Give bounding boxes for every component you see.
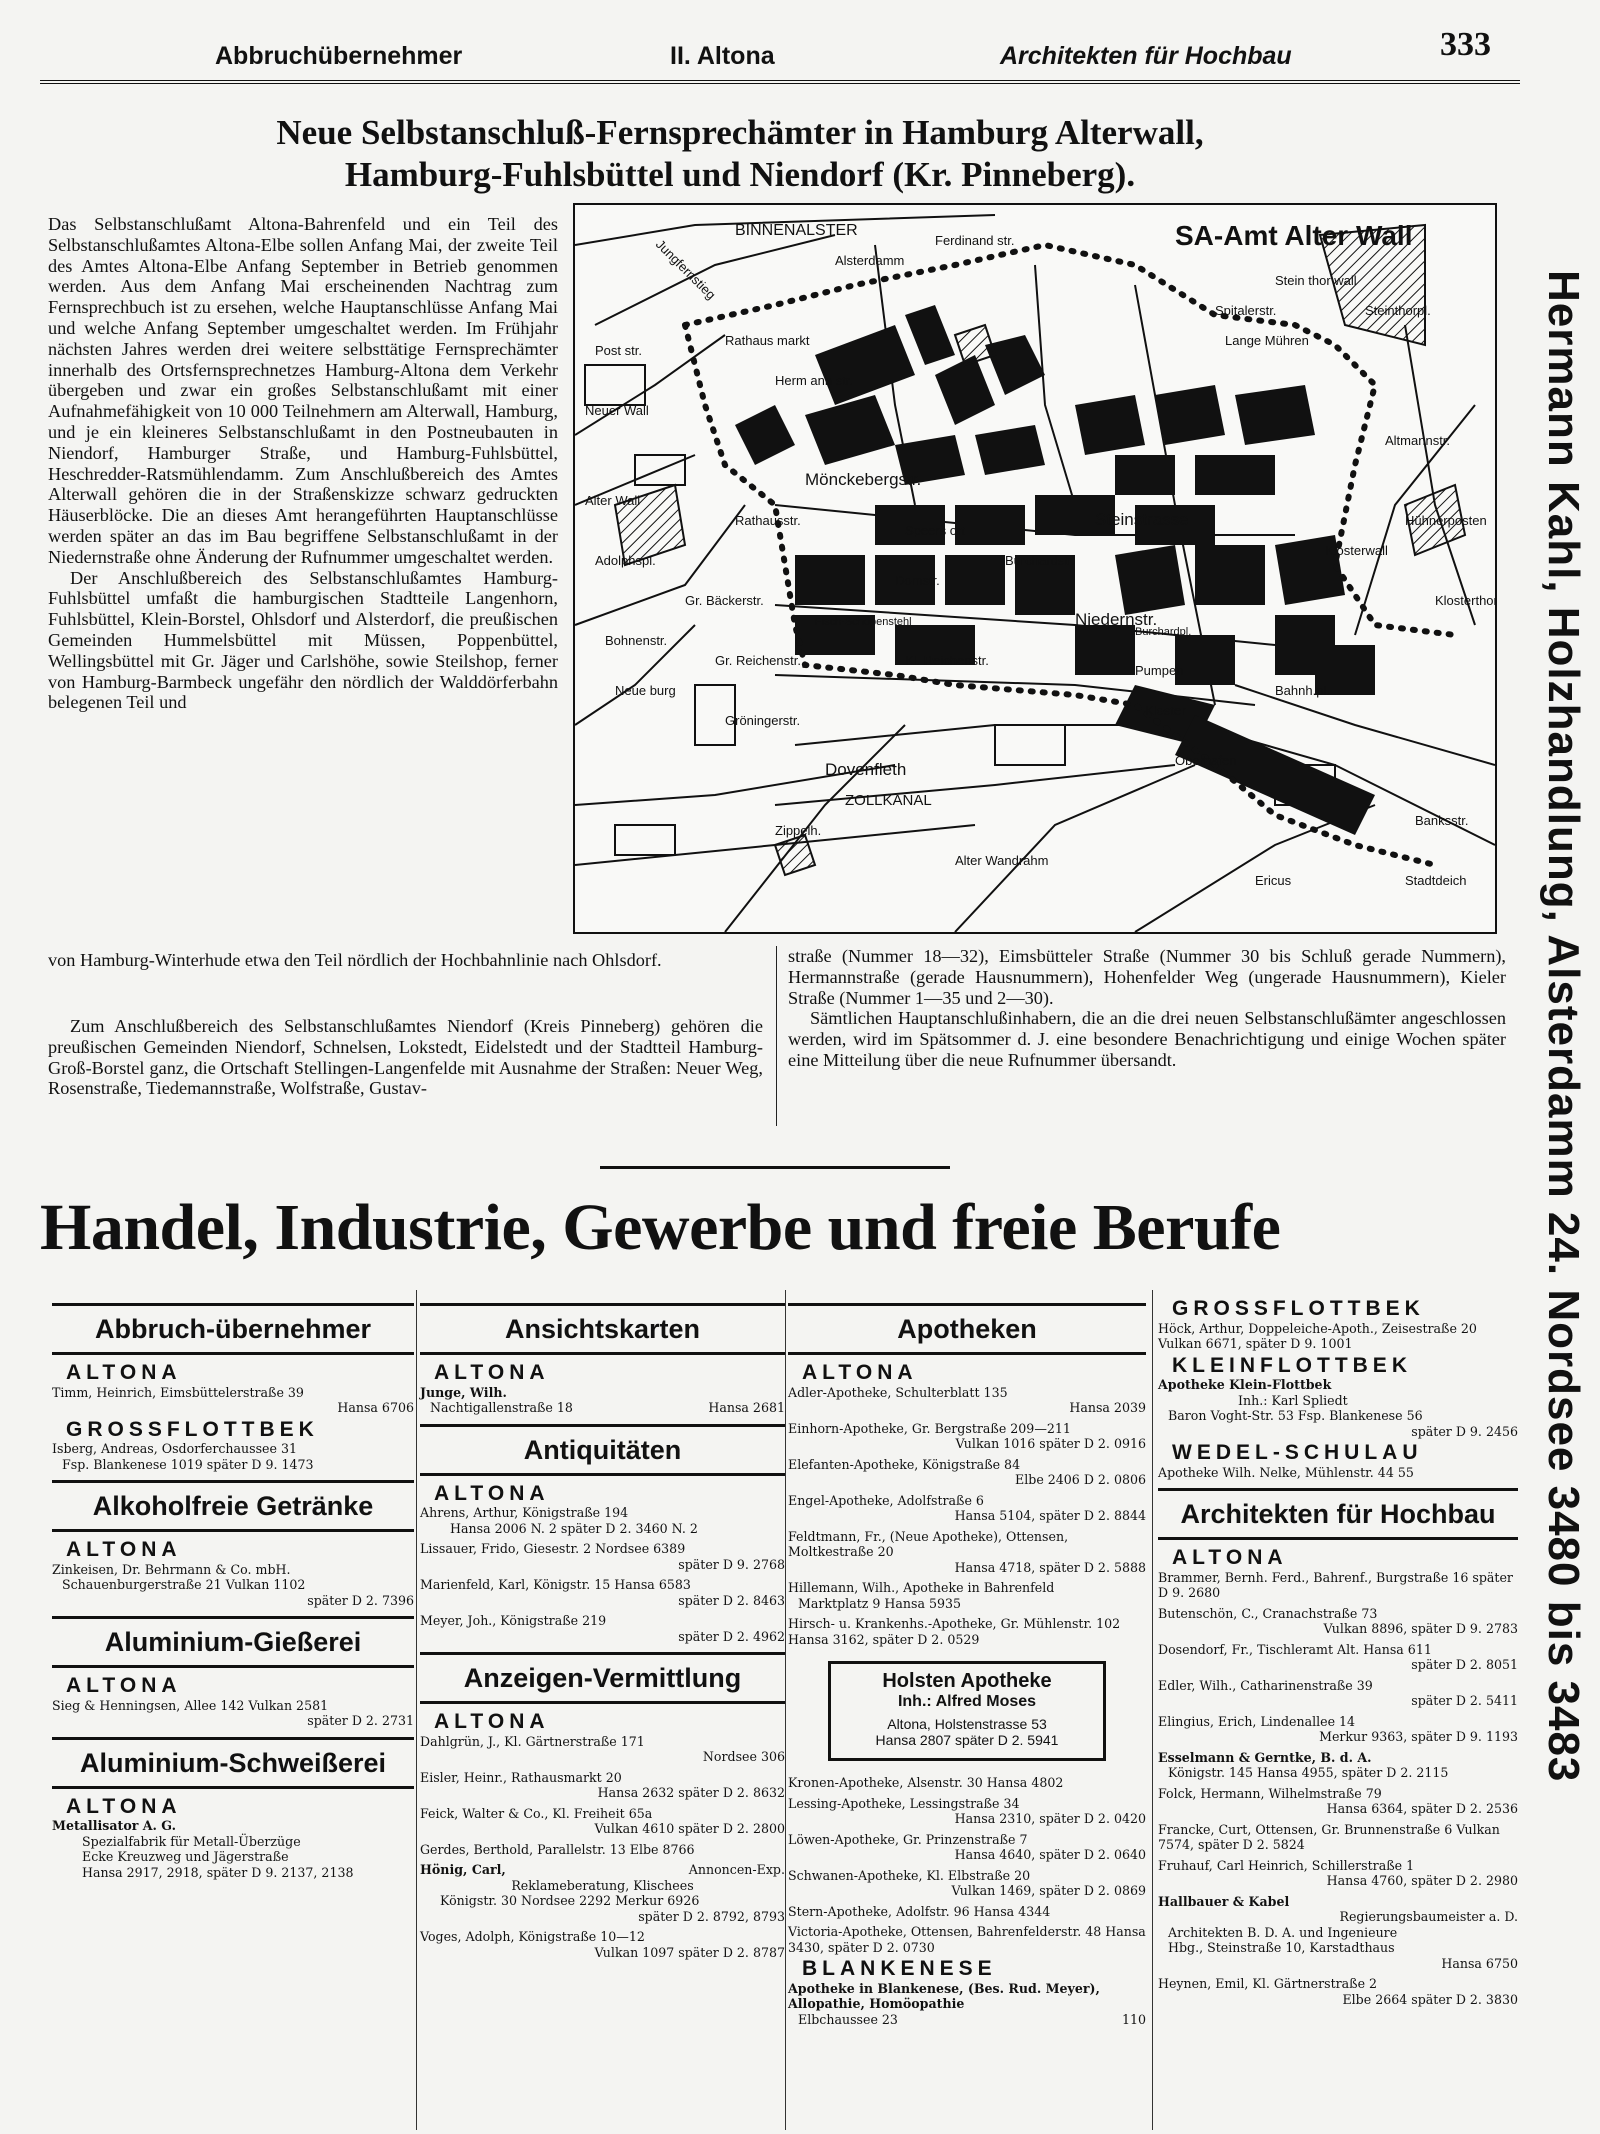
ad-owner: Inh.: Alfred Moses xyxy=(897,1692,1037,1710)
entry-line: Hansa 2006 N. 2 später D 2. 3460 N. 2 xyxy=(450,1520,698,1536)
category-heading: Architekten für Hochbau xyxy=(1158,1488,1518,1540)
entry-detail: Annoncen-Exp. xyxy=(688,1862,785,1877)
article-paragraph: Sämtlichen Hauptanschlußinhabern, die an die drei neuen Selbstanschlußämter angeschlossen werden, wird im Spätsommer d. J. eine besondere Benachrichtigung und einige Wochen später eine Mitteilung über die neue Rufnummer übersandt. xyxy=(788,1008,1506,1070)
header-center: II. Altona xyxy=(670,42,775,70)
article-paragraph: straße (Nummer 18—32), Eimsbütteler Straße (Nummer 30 bis Schluß gerade Nummern), Hermannstraße (gerade Hausnummern), Hohenfelder Weg (ungerade Hausnummern), Kieler Straße (Nummer 1—35 und 2—30). xyxy=(788,946,1506,1008)
directory-entry xyxy=(52,1698,414,1729)
directory-entry xyxy=(1158,1750,1518,1781)
entry-line: Victoria-Apotheke, Ottensen, Bahrenfelderstr. 48 Hansa 3430, später D 2. 0730 xyxy=(788,1924,1146,1955)
category-heading: Antiquitäten xyxy=(420,1424,785,1476)
map-label: Burchardpl. xyxy=(1135,626,1192,638)
entry-line xyxy=(420,1862,785,1878)
article-left-column xyxy=(48,214,558,713)
directory-entry xyxy=(1158,1321,1518,1352)
category-heading: Ansichtskarten xyxy=(420,1303,785,1355)
directory-column-3 xyxy=(788,1295,1146,2115)
entry-line xyxy=(788,2012,1146,2028)
directory-column-2 xyxy=(420,1295,785,2115)
directory-entry xyxy=(52,1441,414,1472)
entry-line: Fruhauf, Carl Heinrich, Schillerstraße 1 xyxy=(1158,1857,1415,1873)
entry-line: Kronen-Apotheke, Alsenstr. 30 Hansa 4802 xyxy=(788,1775,1064,1790)
map-label: Klosterwall xyxy=(1325,543,1388,558)
directory-entry xyxy=(788,1421,1146,1452)
article-paragraph: Der Anschlußbereich des Selbstanschlußamtes Hamburg-Fuhlsbüttel umfaßt die hamburgischen Stadtteile Langenhorn, Fuhlsbüttel, Klein-Borstel, Ohlsdorf und Alsterdorf, die preußischen Gemeinden Hummelsbüttel mit Müssen, Poppenbüttel, Wellingsbüttel mit Gr. Jäger und Carlshöhe, sowie Steilshop, ferner von Hamburg-Barmbeck ungefähr den nördlich der Walddörferbahn belegenen Teil und xyxy=(48,567,558,713)
entry-address: Nachtigallenstraße 18 xyxy=(430,1400,573,1415)
directory-entry xyxy=(420,1734,785,1765)
map-label: Mönckebergstr. xyxy=(805,470,922,489)
entry-line: Vulkan 1097 später D 2. 8787 xyxy=(594,1944,785,1960)
entry-line: Reklameberatung, Klischees xyxy=(511,1877,694,1893)
entry-phone: Hansa 2681 xyxy=(708,1400,785,1415)
map-label: Neuer Wall xyxy=(585,403,649,418)
city-heading: ALTONA xyxy=(434,1710,550,1733)
entry-line: Inh.: Karl Spliedt xyxy=(1238,1392,1348,1408)
street-map-svg xyxy=(575,205,1495,932)
map-label: Gr. Reichenstr. xyxy=(715,653,801,668)
map-label: Ericus xyxy=(1255,873,1292,888)
entry-line: Edler, Wilh., Catharinenstraße 39 xyxy=(1158,1677,1373,1693)
entry-line: Hillemann, Wilh., Apotheke in Bahrenfeld xyxy=(788,1580,1055,1595)
entry-line: später D 9. 2456 xyxy=(1411,1423,1518,1439)
column-divider xyxy=(416,1290,417,2130)
entry-line: Brammer, Bernh. Ferd., Bahrenf., Burgstraße 16 später D 9. 2680 xyxy=(1158,1569,1513,1600)
category-heading: Apotheken xyxy=(788,1303,1146,1355)
title-line-1: Neue Selbstanschluß-Fernsprechämter in Hamburg Alterwall, xyxy=(276,113,1204,152)
entry-line: Hansa 5104, später D 2. 8844 xyxy=(954,1508,1146,1523)
directory-entry xyxy=(788,1616,1146,1647)
entry-line: Höck, Arthur, Doppeleiche-Apoth., Zeisestraße 20 Vulkan 6671, später D 9. 1001 xyxy=(1158,1320,1477,1351)
directory-entry xyxy=(788,1981,1146,2028)
entry-name: Hönig, Carl, xyxy=(420,1862,506,1877)
map-label: Burchardstr. xyxy=(1005,553,1076,568)
map-label: Gr. Bäckerstr. xyxy=(685,593,764,608)
directory-entry xyxy=(420,1770,785,1801)
entry-line: Schauenburgerstraße 21 Vulkan 1102 xyxy=(62,1577,306,1592)
entry-line: Butenschön, C., Cranachstraße 73 xyxy=(1158,1605,1378,1621)
category-heading: Anzeigen-Vermittlung xyxy=(420,1652,785,1704)
entry-line: Ecke Kreuzweg und Jägerstraße xyxy=(82,1849,289,1864)
directory-entry xyxy=(1158,1976,1518,2007)
entry-line: Gerdes, Berthold, Parallelstr. 13 Elbe 8766 xyxy=(420,1841,695,1857)
entry-line: Apotheke in Blankenese, (Bes. Rud. Meyer), Allopathie, Homöopathie xyxy=(788,1980,1100,2011)
entry-line: Einhorn-Apotheke, Gr. Bergstraße 209—211 xyxy=(788,1420,1071,1436)
directory-entry xyxy=(788,1924,1146,1955)
city-heading: WEDEL-SCHULAU xyxy=(1172,1441,1423,1464)
entry-line: Esselmann & Gerntke, B. d. A. xyxy=(1158,1749,1372,1765)
directory-entry xyxy=(788,1457,1146,1488)
map-label: Lange Mühren xyxy=(1225,333,1309,348)
map-label: Kloster xyxy=(1145,703,1186,718)
entry-line: Zinkeisen, Dr. Behrmann & Co. mbH. xyxy=(52,1561,291,1577)
entry-line: Hansa 4718, später D 2. 5888 xyxy=(954,1559,1146,1575)
map-label: Stadtdeich xyxy=(1405,873,1467,888)
entry-line: Hansa 2917, 2918, später D 9. 2137, 2138 xyxy=(82,1864,354,1880)
entry-line: Elingius, Erich, Lindenallee 14 xyxy=(1158,1713,1356,1729)
entry-line: Dahlgrün, J., Kl. Gärtnerstraße 171 xyxy=(420,1733,645,1749)
map-label: Dovenfleth xyxy=(825,760,907,779)
map-label: Rathausstr. xyxy=(735,513,801,528)
directory-entry xyxy=(1158,1678,1518,1709)
directory-entry xyxy=(52,1818,414,1880)
column-divider xyxy=(776,946,777,1126)
map-label: Speers ort xyxy=(905,523,965,538)
entry-line: später D 2. 2731 xyxy=(307,1713,414,1728)
city-heading: BLANKENESE xyxy=(802,1957,997,1980)
entry-line: Merkur 9363, später D 9. 1193 xyxy=(1319,1729,1518,1744)
map-label: Alter Wandrahm xyxy=(955,853,1049,868)
city-heading: ALTONA xyxy=(802,1361,918,1384)
entry-line: Hansa 2310, später D 2. 0420 xyxy=(954,1811,1146,1826)
map-label: Herm ann str. xyxy=(775,373,854,388)
map-label: BINNENALSTER xyxy=(735,222,858,239)
map-label: Pumpen xyxy=(1135,663,1184,678)
entry-line: Hbg., Steinstraße 10, Karstadthaus xyxy=(1168,1940,1395,1955)
entry-line: Vulkan 8896, später D 9. 2783 xyxy=(1323,1621,1518,1636)
city-heading: ALTONA xyxy=(1172,1546,1288,1569)
entry-line xyxy=(420,1400,785,1416)
entry-line: Apotheke Wilh. Nelke, Mühlenstr. 44 55 xyxy=(1158,1464,1414,1480)
ad-phone: Hansa 2807 später D 2. 5941 xyxy=(875,1731,1059,1748)
directory-entry xyxy=(420,1577,785,1608)
map-label: Kl. Reichenstr. xyxy=(905,653,989,668)
entry-line: Sieg & Henningsen, Allee 142 Vulkan 2581 xyxy=(52,1697,329,1713)
entry-line: Vulkan 4610 später D 2. 2800 xyxy=(594,1821,785,1836)
entry-address: Elbchaussee 23 xyxy=(798,2011,898,2027)
entry-line: Marienfeld, Karl, Königstr. 15 Hansa 6583 xyxy=(420,1577,691,1592)
map-label: Alsterdamm xyxy=(835,253,905,268)
directory-entry xyxy=(420,1929,785,1960)
entry-line: Königstr. 145 Hansa 4955, später D 2. 2115 xyxy=(1168,1765,1449,1780)
street-map xyxy=(573,203,1497,934)
entry-line: Vulkan 1016 später D 2. 0916 xyxy=(955,1436,1146,1451)
entry-line: Feldtmann, Fr., (Neue Apotheke), Ottensen, Moltkestraße 20 xyxy=(788,1528,1069,1559)
header-right: Architekten für Hochbau xyxy=(1000,42,1292,70)
entry-line: Elbe 2664 später D 2. 3830 xyxy=(1342,1991,1518,2007)
article-title xyxy=(120,112,1360,196)
city-heading: ALTONA xyxy=(66,1538,182,1561)
category-heading: Alkoholfreie Getränke xyxy=(52,1480,414,1532)
entry-line: Hansa 2632 später D 2. 8632 xyxy=(597,1785,785,1800)
map-label: Adolphspl. xyxy=(595,553,656,568)
directory-entry xyxy=(1158,1822,1518,1853)
map-label: Spitalerstr. xyxy=(1215,303,1277,318)
map-label: Steinthorpl. xyxy=(1365,303,1431,318)
entry-line: Hansa 6706 xyxy=(337,1400,414,1415)
map-label: Ferdinand str. xyxy=(935,233,1015,248)
city-heading: ALTONA xyxy=(434,1361,550,1384)
directory-column-1 xyxy=(52,1295,414,2115)
entry-line: Voges, Adolph, Königstraße 10—12 xyxy=(420,1929,645,1944)
ad-title: Holsten Apotheke xyxy=(882,1670,1052,1692)
column-divider xyxy=(785,1290,786,2130)
entry-line: später D 2. 8051 xyxy=(1411,1657,1518,1672)
directory-entry xyxy=(788,1385,1146,1416)
city-heading: ALTONA xyxy=(66,1794,182,1818)
entry-line: Metallisator A. G. xyxy=(52,1818,177,1833)
page-number: 333 xyxy=(1440,26,1491,63)
directory-entry xyxy=(788,1868,1146,1899)
city-heading: ALTONA xyxy=(66,1674,182,1697)
section-title: Handel, Industrie, Gewerbe und freie Berufe xyxy=(40,1191,1281,1264)
entry-line: Adler-Apotheke, Schulterblatt 135 xyxy=(788,1384,1008,1400)
page-header xyxy=(40,22,1520,84)
directory-entry xyxy=(1158,1858,1518,1889)
directory-entry xyxy=(788,1529,1146,1576)
directory-entry xyxy=(1158,1714,1518,1745)
directory-entry xyxy=(788,1493,1146,1524)
map-label-sa-amt: SA-Amt Alter Wall xyxy=(1175,220,1413,251)
section-rule xyxy=(600,1166,950,1169)
map-label: Zippelh. xyxy=(775,823,822,838)
entry-line: Hansa 4640, später D 2. 0640 xyxy=(954,1847,1146,1862)
map-label: Gröningerstr. xyxy=(725,713,801,728)
map-label: Alter Wall xyxy=(585,493,641,508)
directory-entry xyxy=(788,1775,1146,1791)
entry-line: Feick, Walter & Co., Kl. Freiheit 65a xyxy=(420,1805,653,1821)
entry-line: Isberg, Andreas, Osdorferchaussee 31 xyxy=(52,1441,297,1456)
map-label: Banksstr. xyxy=(1415,813,1469,828)
directory-entry xyxy=(1158,1465,1518,1481)
entry-line: Folck, Hermann, Wilhelmstraße 79 xyxy=(1158,1785,1382,1801)
entry-line: Timm, Heinrich, Eimsbüttelerstraße 39 xyxy=(52,1384,304,1400)
map-label: Niedernstr. xyxy=(1075,610,1158,629)
entry-line: Elefanten-Apotheke, Königstraße 84 xyxy=(788,1456,1021,1472)
directory-entry xyxy=(788,1832,1146,1863)
map-label: Rathaus markt xyxy=(725,333,810,348)
article-full-width xyxy=(48,950,763,971)
directory-entry xyxy=(788,1580,1146,1611)
directory-entry xyxy=(1158,1606,1518,1637)
directory-column-4 xyxy=(1158,1295,1518,2115)
entry-line: Marktplatz 9 Hansa 5935 xyxy=(798,1595,962,1611)
entry-line: Schwanen-Apotheke, Kl. Elbstraße 20 xyxy=(788,1867,1031,1883)
entry-line: Hallbauer & Kabel xyxy=(1158,1893,1290,1909)
city-heading: ALTONA xyxy=(66,1361,182,1384)
entry-line: Apotheke Klein-Flottbek xyxy=(1158,1377,1332,1392)
article-bottom-right xyxy=(788,946,1506,1071)
map-label: Stein thor wall xyxy=(1275,273,1357,288)
entry-line: Elbe 2406 D 2. 0806 xyxy=(1015,1472,1146,1487)
directory-entry xyxy=(52,1385,414,1416)
entry-line: später D 2. 7396 xyxy=(307,1592,414,1608)
article-paragraph: von Hamburg-Winterhude etwa den Teil nördlich der Hochbahnlinie nach Ohlsdorf. xyxy=(48,950,662,970)
column-divider xyxy=(1152,1290,1153,2130)
entry-line: Vulkan 1469, später D 2. 0869 xyxy=(951,1883,1146,1898)
city-heading: ALTONA xyxy=(434,1481,550,1505)
entry-line: Lessing-Apotheke, Lessingstraße 34 xyxy=(788,1795,1020,1811)
map-label: Domstr. xyxy=(895,573,940,588)
entry-line: Hirsch- u. Krankenhs.-Apotheke, Gr. Mühlenstr. 102 Hansa 3162, später D 2. 0529 xyxy=(788,1616,1121,1647)
directory-entry xyxy=(1158,1570,1518,1601)
ad-address: Altona, Holstenstrasse 53 xyxy=(887,1716,1047,1732)
entry-line: Regierungsbaumeister a. D. xyxy=(1339,1909,1518,1924)
category-heading: Aluminium-Gießerei xyxy=(52,1616,414,1668)
entry-line: Ahrens, Arthur, Königstraße 194 xyxy=(420,1505,629,1520)
map-label: Neue burg xyxy=(615,683,676,698)
entry-line: Eisler, Heinr., Rathausmarkt 20 xyxy=(420,1769,622,1785)
title-line-2: Hamburg-Fuhlsbüttel und Niendorf (Kr. Pinneberg). xyxy=(344,155,1136,194)
map-label: Oberhafen xyxy=(1175,753,1237,768)
city-heading: GROSSFLOTTBEK xyxy=(66,1417,319,1441)
entry-line: Francke, Curt, Ottensen, Gr. Brunnenstraße 6 Vulkan 7574, später D 2. 5824 xyxy=(1158,1821,1500,1852)
entry-phone: 110 xyxy=(1121,2011,1146,2027)
entry-line: Nordsee 306 xyxy=(702,1749,785,1764)
entry-line: Heynen, Emil, Kl. Gärtnerstraße 2 xyxy=(1158,1976,1378,1991)
entry-line: Lissauer, Frido, Giesestr. 2 Nordsee 6389 xyxy=(420,1541,686,1556)
entry-line: Hansa 6364, später D 2. 2536 xyxy=(1326,1801,1518,1816)
article-paragraph: Zum Anschlußbereich des Selbstanschlußamtes Niendorf (Kreis Pinneberg) gehören die preußischen Gemeinden Niendorf, Schnelsen, Lokstedt, Eidelstedt und der Stadtteil Hamburg-Groß-Borstel ganz, die Ortschaft Stellingen-Langenfelde mit Ausnahme der Straßen: Neuer Weg, Rosenstraße, Tiedemannstraße, Wolfstraße, Gustav- xyxy=(48,1016,763,1099)
entry-line: später D 9. 2768 xyxy=(678,1556,785,1572)
directory-entry xyxy=(420,1842,785,1858)
article-paragraph: Das Selbstanschlußamt Altona-Bahrenfeld und ein Teil des Selbstanschlußamtes Altona-Elbe sollen Anfang Mai, der zweite Teil des Amtes Altona-Elbe Anfang September in Betrieb genommen werden. Aus dem Anfang Mai erscheinenden Nachtrag zum Fernsprechbuch ist zu ersehen, welche Hauptanschlüsse Anfang Mai und welche Anfang September umgeschaltet werden. Im Frühjahr nächsten Jahres werden drei weitere selbsttätige Fernsprechämter innerhalb des Ortsfernsprechnetzes Hamburg-Altona dem Verkehr übergeben und zwar ein großes Selbstanschlußamt mit einer Aufnahmefähigkeit von 10 000 Teilnehmern am Alterwall, Hamburg, und je ein kleineres Selbstanschlußamt in den Postneubauten in Niendorf, Hamburger Straße, und Hamburg-Fuhlsbüttel, Heschredder-Ratsmühlendamm. Zum Anschlußbereich des Amtes Alterwall gehören die in der Straßenskizze schwarz gedruckten Häuserblöcke. Die an dieses Amt herangeführten Hauptanschlüsse werden später an das im Bau begriffene Selbstanschlußamt in der Niedernstraße ohne Änderung der Rufnummer umgeschaltet werden. xyxy=(48,214,558,567)
directory-entry xyxy=(788,1796,1146,1827)
entry-line: später D 2. 4962 xyxy=(678,1628,785,1644)
entry-line: Meyer, Joh., Königstraße 219 xyxy=(420,1613,607,1628)
city-heading: KLEINFLOTTBEK xyxy=(1172,1353,1412,1377)
entry-line: Königstr. 30 Nordsee 2292 Merkur 6926 xyxy=(440,1893,700,1908)
entry-line: später D 2. 8792, 8793 xyxy=(638,1908,785,1924)
entry-line: Baron Voght-Str. 53 Fsp. Blankenese 56 xyxy=(1168,1408,1423,1423)
map-label: Klosterthor xyxy=(1435,593,1495,608)
directory-entry xyxy=(788,1904,1146,1920)
map-label: ZOLLKANAL xyxy=(845,792,932,809)
header-left: Abbruchübernehmer xyxy=(215,42,463,70)
entry-line: Hansa 2039 xyxy=(1069,1400,1146,1415)
map-label: Bahnh.pl. xyxy=(1275,683,1330,698)
directory-entry xyxy=(52,1562,414,1609)
map-label: Post str. xyxy=(595,343,642,358)
map-label: Hühnerposten xyxy=(1405,513,1487,528)
holsten-apotheke-ad xyxy=(828,1661,1106,1761)
map-label: Jungfernstieg xyxy=(652,236,719,303)
entry-line: Engel-Apotheke, Adolfstraße 6 xyxy=(788,1492,984,1508)
entry-line: Fsp. Blankenese 1019 später D 9. 1473 xyxy=(62,1456,314,1472)
directory-entry xyxy=(420,1541,785,1572)
side-advertisement-text: Hermann Kahl, Holzhandlung, Alsterdamm 24. Nordsee 3480 bis 3483 xyxy=(1539,270,1588,1783)
entry-line: Spezialfabrik für Metall-Überzüge xyxy=(82,1833,301,1849)
entry-line: Dosendorf, Fr., Tischleramt Alt. Hansa 611 xyxy=(1158,1641,1432,1657)
city-heading: GROSSFLOTTBEK xyxy=(1172,1297,1425,1320)
entry-line: Architekten B. D. A. und Ingenieure xyxy=(1168,1924,1398,1940)
article-bottom-left xyxy=(48,1016,763,1099)
directory-entry xyxy=(1158,1377,1518,1439)
entry-line: Junge, Wilh. xyxy=(420,1384,507,1400)
entry-line: später D 2. 5411 xyxy=(1411,1693,1518,1708)
category-heading: Aluminium-Schweißerei xyxy=(52,1737,414,1789)
directory-entry xyxy=(420,1806,785,1837)
entry-line: Hansa 4760, später D 2. 2980 xyxy=(1326,1873,1518,1888)
directory-entry xyxy=(1158,1786,1518,1817)
category-heading: Abbruch-übernehmer xyxy=(52,1303,414,1355)
map-label: Altmannstr. xyxy=(1385,433,1451,448)
entry-line: Löwen-Apotheke, Gr. Prinzenstraße 7 xyxy=(788,1831,1028,1847)
entry-line: Stern-Apotheke, Adolfstr. 96 Hansa 4344 xyxy=(788,1903,1051,1919)
map-label: Fisch-Schopenstehl xyxy=(815,616,912,628)
map-label: Steinstrasse xyxy=(1095,510,1189,529)
map-label: Bohnenstr. xyxy=(605,633,668,648)
entry-line: Hansa 6750 xyxy=(1441,1955,1518,1971)
directory-entry xyxy=(420,1862,785,1924)
entry-line: später D 2. 8463 xyxy=(678,1592,785,1608)
directory-entry xyxy=(420,1613,785,1644)
directory-entry xyxy=(1158,1642,1518,1673)
directory-entry xyxy=(1158,1894,1518,1972)
directory-entry xyxy=(420,1505,785,1536)
directory-entry xyxy=(420,1385,785,1416)
